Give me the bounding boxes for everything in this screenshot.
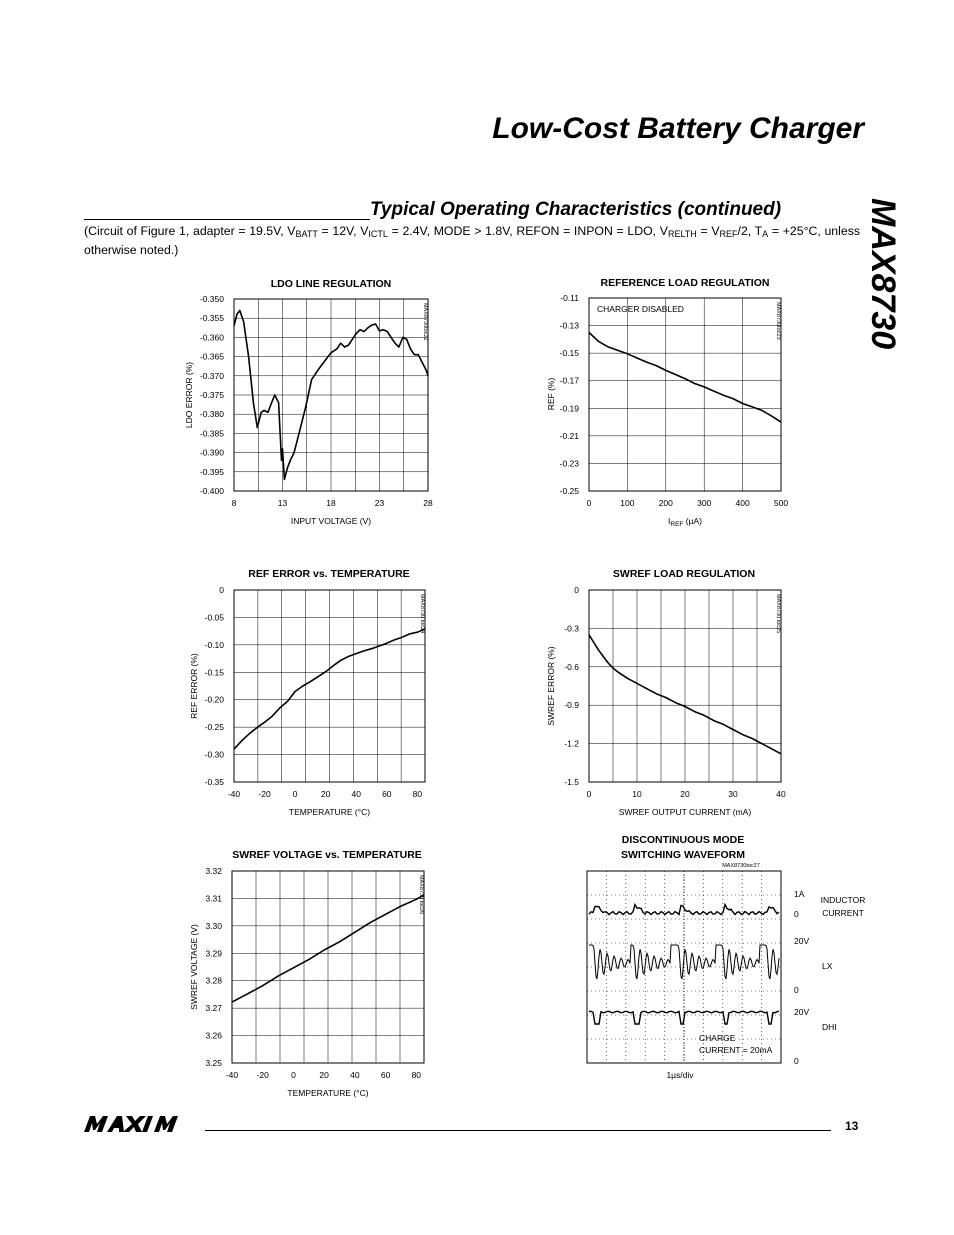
x-tick-label: 28 (423, 498, 433, 508)
y-tick-label: -0.355 (199, 313, 224, 324)
x-tick-label: 500 (773, 498, 789, 508)
x-axis-label-sub: REF (670, 521, 684, 528)
chart-code: MAX8730 toc25 (775, 594, 781, 634)
chart-code: MAX8730toc23 (775, 302, 781, 340)
y-axis-label: REF ERROR (%) (189, 653, 199, 719)
x-tick-label: 18 (326, 498, 336, 508)
x-tick-label: 8 (231, 498, 237, 508)
y-tick-label: -0.10 (204, 639, 224, 650)
scope-scale-label: 0 (794, 1056, 799, 1066)
y-tick-label: 0 (574, 585, 579, 595)
x-tick-label: 60 (380, 1070, 391, 1080)
y-axis-label: SWREF VOLTAGE (V) (189, 924, 199, 1010)
y-tick-label: -0.9 (564, 700, 579, 711)
y-tick-label: 3.28 (205, 975, 222, 986)
y-tick-label: -0.11 (560, 293, 579, 303)
x-tick-label: 400 (735, 498, 750, 508)
page-number: 13 (845, 1119, 859, 1133)
y-tick-label: -1.5 (564, 777, 579, 787)
x-tick-label: 0 (291, 1070, 296, 1080)
trace-dhi (589, 1011, 779, 1024)
chart-title: LDO LINE REGULATION (270, 278, 392, 290)
y-tick-label: 0 (219, 585, 224, 595)
y-tick-label: 3.32 (205, 866, 222, 876)
x-tick-label: 20 (320, 789, 331, 799)
y-tick-label: -0.375 (199, 390, 224, 400)
x-tick-label: -20 (258, 789, 271, 799)
y-tick-label: -0.6 (564, 661, 579, 672)
x-tick-label: 23 (374, 498, 385, 508)
x-tick-label: -20 (256, 1070, 269, 1080)
chart-annotation: CHARGER DISABLED (597, 304, 684, 314)
cond-part: /2, T (737, 224, 763, 238)
x-tick-label: -40 (227, 789, 241, 799)
x-axis-label: SWREF OUTPUT CURRENT (mA) (618, 807, 752, 817)
chart-title: REF ERROR vs. TEMPERATURE (248, 568, 410, 580)
cond-part: = 12V, V (317, 224, 369, 238)
y-tick-label: -0.20 (204, 694, 224, 705)
x-tick-label: 20 (319, 1070, 329, 1080)
series-line (589, 333, 781, 423)
y-tick-label: 3.29 (205, 948, 222, 959)
scope-annotation: CHARGE (699, 1033, 736, 1043)
y-tick-label: -0.395 (199, 466, 224, 477)
y-tick-label: -0.390 (199, 447, 224, 458)
x-tick-label: -40 (225, 1070, 239, 1080)
y-tick-label: -0.30 (204, 749, 224, 760)
y-axis-label: SWREF ERROR (%) (546, 646, 556, 726)
y-tick-label: -0.370 (199, 370, 224, 381)
x-tick-label: 300 (697, 498, 712, 508)
y-tick-label: -0.23 (559, 458, 579, 469)
x-tick-label: 13 (277, 498, 288, 508)
cond-sub: A (762, 229, 769, 239)
y-tick-label: 3.30 (205, 920, 222, 931)
x-tick-label: 40 (776, 789, 786, 799)
cond-sub: REF (719, 229, 738, 239)
side-part-number: MAX8730 (864, 198, 902, 350)
x-tick-label: 60 (382, 789, 392, 799)
x-tick-label: 0 (586, 789, 592, 799)
chart-code: MAX8730toc22 (422, 303, 428, 341)
x-axis-label: INPUT VOLTAGE (V) (290, 516, 372, 526)
trace-label-inductor: CURRENT (822, 908, 864, 918)
x-tick-label: 100 (620, 498, 635, 508)
y-tick-label: 3.27 (205, 1003, 222, 1014)
y-tick-label: -0.13 (559, 320, 579, 331)
y-tick-label: -0.400 (199, 486, 224, 496)
y-tick-label: -0.25 (204, 722, 224, 733)
x-tick-label: 20 (680, 789, 690, 799)
scope-title: SWITCHING WAVEFORM (620, 849, 746, 861)
x-axis-label: $I_{REF}$ (µA) (668, 516, 702, 528)
y-tick-label: -0.380 (199, 409, 224, 420)
scope-title: DISCONTINUOUS MODE (621, 834, 745, 846)
y-tick-label: -0.15 (204, 667, 224, 678)
y-tick-label: 3.26 (205, 1030, 222, 1041)
y-tick-label: -0.25 (559, 486, 579, 496)
trace-label-inductor: INDUCTOR (820, 895, 866, 905)
chart-code: MAX8730 toc26 (418, 875, 424, 915)
x-axis-label-unit: (µA) (683, 516, 702, 526)
x-tick-label: 30 (728, 789, 738, 799)
y-tick-label: -1.2 (564, 738, 579, 749)
y-tick-label: -0.360 (199, 332, 224, 343)
cond-part: = 2.4V, MODE > 1.8V, REFON = INPON = LDO, V (387, 224, 668, 238)
y-tick-label: -0.15 (559, 348, 579, 359)
scope-scale-label: 20V (794, 936, 810, 946)
y-tick-label: 3.25 (205, 1058, 222, 1068)
x-axis-label: TEMPERATURE (°C) (288, 807, 371, 817)
y-tick-label: -0.385 (199, 428, 224, 439)
y-axis-label: LDO ERROR (%) (184, 361, 194, 429)
cond-part: = V (696, 224, 720, 238)
scope-annotation: CURRENT = 20mA (699, 1045, 773, 1055)
x-tick-label: 10 (632, 789, 642, 799)
y-tick-label: -0.350 (199, 294, 224, 304)
scope-scale-label: 1A (794, 889, 805, 899)
cond-part: = +25°C, unless otherwise noted.) (84, 224, 860, 257)
cond-part: (Circuit of Figure 1, adapter = 19.5V, V (84, 224, 296, 238)
cond-sub: BATT (295, 229, 318, 239)
scope-code: MAX8730toc27 (722, 863, 760, 869)
y-tick-label: -0.17 (559, 375, 579, 386)
x-tick-label: 0 (292, 789, 298, 799)
y-tick-label: -0.19 (559, 403, 579, 414)
x-tick-label: 40 (351, 789, 361, 799)
x-tick-label: 80 (411, 1070, 422, 1080)
chart-title: REFERENCE LOAD REGULATION (600, 277, 770, 289)
x-tick-label: 80 (412, 789, 423, 799)
trace-label-lx: LX (822, 961, 833, 971)
y-tick-label: -0.21 (559, 430, 579, 441)
y-tick-label: -0.3 (564, 623, 579, 634)
scope-scale-label: 0 (794, 985, 799, 995)
scope-scale-label: 0 (794, 909, 799, 919)
y-tick-label: -0.365 (199, 351, 224, 362)
chart-code: MAX8730 toc24 (419, 594, 425, 634)
y-axis-label: REF (%) (546, 377, 556, 411)
cond-sub: RELTH (667, 229, 697, 239)
section-title: Typical Operating Characteristics (continued) (370, 199, 782, 220)
y-tick-label: -0.35 (204, 777, 224, 787)
page-title: Low-Cost Battery Charger (492, 112, 864, 145)
cond-sub: ICTL (368, 229, 388, 239)
scope-time-div: 1µs/div (666, 1070, 694, 1080)
plot-frame (589, 298, 781, 491)
chart-title: SWREF VOLTAGE vs. TEMPERATURE (232, 849, 422, 861)
y-tick-label: -0.05 (204, 612, 224, 623)
x-axis-label: TEMPERATURE (°C) (287, 1088, 369, 1098)
trace-label-dhi: DHI (822, 1022, 837, 1032)
chart-title: SWREF LOAD REGULATION (612, 568, 756, 580)
x-tick-label: 0 (586, 498, 592, 508)
x-tick-label: 200 (658, 498, 673, 508)
x-tick-label: 40 (350, 1070, 360, 1080)
y-tick-label: 3.31 (205, 893, 222, 904)
footer-rule (205, 1130, 831, 1131)
scope-scale-label: 20V (794, 1007, 810, 1017)
maxim-logo-art (84, 1115, 194, 1133)
